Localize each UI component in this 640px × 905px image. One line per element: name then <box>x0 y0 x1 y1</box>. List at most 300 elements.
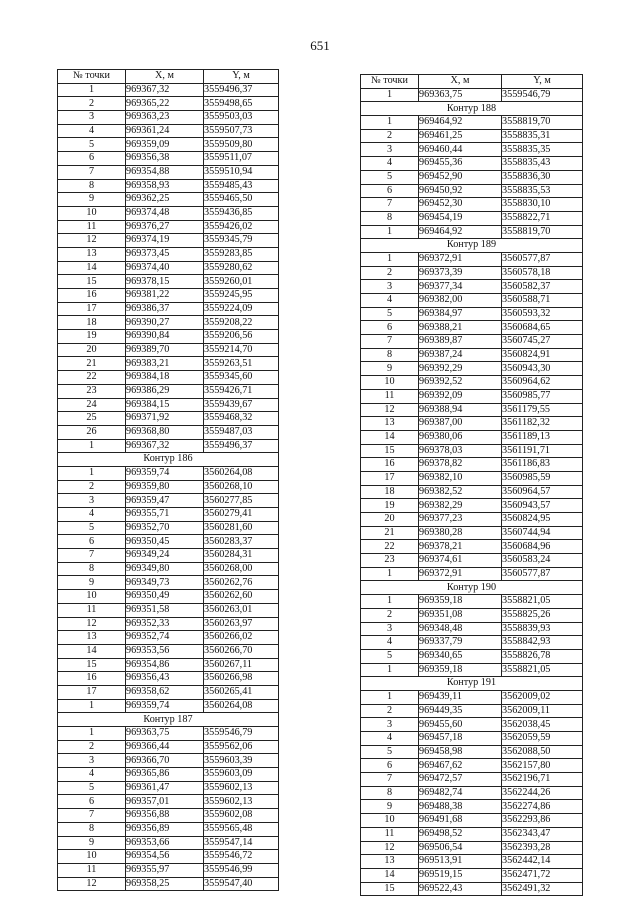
point-number-cell: 8 <box>58 562 126 576</box>
point-number-cell: 1 <box>58 83 126 97</box>
point-number-cell: 2 <box>58 740 126 754</box>
y-coordinate-cell: 3562038,45 <box>502 718 583 732</box>
x-coordinate-cell: 969389,70 <box>126 343 204 357</box>
coordinates-table-right <box>360 74 583 896</box>
x-coordinate-cell: 969380,06 <box>419 430 502 444</box>
y-coordinate-cell: 3559602,13 <box>204 795 279 809</box>
table-row <box>361 170 583 184</box>
point-number-cell: 8 <box>361 786 419 800</box>
point-number-cell: 11 <box>58 863 126 877</box>
point-number-cell: 17 <box>361 471 419 485</box>
table-row <box>58 535 279 549</box>
x-coordinate-cell: 969359,18 <box>419 663 502 677</box>
table-row <box>361 198 583 212</box>
x-coordinate-cell: 969472,57 <box>419 773 502 787</box>
table-row <box>361 225 583 239</box>
point-number-cell: 23 <box>361 554 419 568</box>
x-coordinate-cell: 969450,92 <box>419 184 502 198</box>
y-coordinate-cell: 3560985,59 <box>502 471 583 485</box>
table-row <box>58 480 279 494</box>
y-coordinate-cell: 3559509,80 <box>204 138 279 152</box>
table-row <box>361 266 583 280</box>
table-row <box>58 521 279 535</box>
x-coordinate-cell: 969354,86 <box>126 658 204 672</box>
table-row <box>58 138 279 152</box>
contour-heading: Контур 186 <box>58 453 279 467</box>
point-number-cell: 12 <box>361 403 419 417</box>
x-coordinate-cell: 969367,32 <box>126 83 204 97</box>
x-coordinate-cell: 969373,39 <box>419 266 502 280</box>
point-number-cell: 14 <box>58 261 126 275</box>
y-coordinate-cell: 3560268,00 <box>204 562 279 576</box>
y-coordinate-cell: 3560593,32 <box>502 307 583 321</box>
point-number-cell: 25 <box>58 412 126 426</box>
table-row <box>58 261 279 275</box>
table-row <box>361 280 583 294</box>
point-number-cell: 1 <box>58 727 126 741</box>
y-coordinate-cell: 3562343,47 <box>502 827 583 841</box>
y-coordinate-cell: 3560985,77 <box>502 389 583 403</box>
x-coordinate-cell: 969359,74 <box>126 466 204 480</box>
x-coordinate-cell: 969349,80 <box>126 562 204 576</box>
y-coordinate-cell: 3559260,01 <box>204 275 279 289</box>
table-row <box>58 165 279 179</box>
table-row <box>361 690 583 704</box>
point-number-cell: 9 <box>58 576 126 590</box>
point-number-cell: 10 <box>58 850 126 864</box>
table-row <box>361 649 583 663</box>
y-coordinate-cell: 3562059,59 <box>502 732 583 746</box>
coordinates-table-left <box>57 69 279 891</box>
point-number-cell: 7 <box>58 549 126 563</box>
table-row <box>58 508 279 522</box>
point-number-cell: 14 <box>361 868 419 882</box>
x-coordinate-cell: 969365,86 <box>126 768 204 782</box>
contour-heading: Контур 187 <box>58 713 279 727</box>
y-coordinate-cell: 3558836,30 <box>502 170 583 184</box>
point-number-cell: 13 <box>361 855 419 869</box>
y-coordinate-cell: 3559245,95 <box>204 289 279 303</box>
table-row <box>58 617 279 631</box>
x-coordinate-cell: 969374,48 <box>126 206 204 220</box>
table-row <box>361 814 583 828</box>
table-row <box>58 316 279 330</box>
x-coordinate-cell: 969458,98 <box>419 745 502 759</box>
table-row <box>361 608 583 622</box>
point-number-cell: 6 <box>58 795 126 809</box>
x-coordinate-cell: 969498,52 <box>419 827 502 841</box>
x-coordinate-cell: 969365,22 <box>126 97 204 111</box>
x-coordinate-cell: 969461,25 <box>419 129 502 143</box>
x-coordinate-cell: 969352,74 <box>126 631 204 645</box>
y-coordinate-cell: 3559603,09 <box>204 768 279 782</box>
contour-heading-row <box>58 713 279 727</box>
table-row <box>58 330 279 344</box>
point-number-cell: 11 <box>361 827 419 841</box>
y-coordinate-cell: 3559208,22 <box>204 316 279 330</box>
x-coordinate-cell: 969392,52 <box>419 376 502 390</box>
x-coordinate-cell: 969384,18 <box>126 371 204 385</box>
table-row <box>58 631 279 645</box>
x-coordinate-cell: 969392,09 <box>419 389 502 403</box>
point-number-cell: 15 <box>58 275 126 289</box>
y-coordinate-cell: 3559263,51 <box>204 357 279 371</box>
x-coordinate-cell: 969382,00 <box>419 294 502 308</box>
x-coordinate-cell: 969356,43 <box>126 672 204 686</box>
table-row <box>58 603 279 617</box>
x-coordinate-cell: 969357,01 <box>126 795 204 809</box>
point-number-cell: 7 <box>361 773 419 787</box>
x-coordinate-cell: 969390,27 <box>126 316 204 330</box>
header-y: Y, м <box>502 75 583 89</box>
table-row <box>361 321 583 335</box>
point-number-cell: 5 <box>58 521 126 535</box>
y-coordinate-cell: 3560264,08 <box>204 466 279 480</box>
x-coordinate-cell: 969359,09 <box>126 138 204 152</box>
point-number-cell: 17 <box>58 685 126 699</box>
x-coordinate-cell: 969386,37 <box>126 302 204 316</box>
table-row <box>361 417 583 431</box>
x-coordinate-cell: 969350,45 <box>126 535 204 549</box>
y-coordinate-cell: 3558835,43 <box>502 157 583 171</box>
table-row <box>58 795 279 809</box>
table-row <box>58 822 279 836</box>
y-coordinate-cell: 3560267,11 <box>204 658 279 672</box>
table-row <box>361 800 583 814</box>
point-number-cell: 4 <box>361 157 419 171</box>
table-row <box>361 855 583 869</box>
y-coordinate-cell: 3562393,28 <box>502 841 583 855</box>
x-coordinate-cell: 969455,60 <box>419 718 502 732</box>
y-coordinate-cell: 3560268,10 <box>204 480 279 494</box>
x-coordinate-cell: 969348,48 <box>419 622 502 636</box>
y-coordinate-cell: 3559468,32 <box>204 412 279 426</box>
y-coordinate-cell: 3559280,62 <box>204 261 279 275</box>
header-x: X, м <box>126 70 204 84</box>
table-row <box>58 124 279 138</box>
table-row <box>361 841 583 855</box>
y-coordinate-cell: 3559426,71 <box>204 384 279 398</box>
point-number-cell: 7 <box>58 165 126 179</box>
y-coordinate-cell: 3559214,70 <box>204 343 279 357</box>
point-number-cell: 3 <box>58 111 126 125</box>
x-coordinate-cell: 969384,97 <box>419 307 502 321</box>
table-row <box>58 179 279 193</box>
header-point-number: № точки <box>58 70 126 84</box>
point-number-cell: 15 <box>361 882 419 896</box>
header-y: Y, м <box>204 70 279 84</box>
y-coordinate-cell: 3562491,32 <box>502 882 583 896</box>
header-x: X, м <box>419 75 502 89</box>
y-coordinate-cell: 3560684,96 <box>502 540 583 554</box>
point-number-cell: 4 <box>58 768 126 782</box>
x-coordinate-cell: 969349,73 <box>126 576 204 590</box>
table-row <box>58 206 279 220</box>
point-number-cell: 5 <box>58 138 126 152</box>
point-number-cell: 1 <box>361 252 419 266</box>
point-number-cell: 21 <box>58 357 126 371</box>
y-coordinate-cell: 3560277,85 <box>204 494 279 508</box>
x-coordinate-cell: 969359,80 <box>126 480 204 494</box>
point-number-cell: 15 <box>58 658 126 672</box>
y-coordinate-cell: 3558835,35 <box>502 143 583 157</box>
y-coordinate-cell: 3562442,14 <box>502 855 583 869</box>
point-number-cell: 2 <box>58 480 126 494</box>
table-row <box>361 540 583 554</box>
point-number-cell: 7 <box>58 809 126 823</box>
y-coordinate-cell: 3561186,83 <box>502 458 583 472</box>
table-header-row <box>361 75 583 89</box>
y-coordinate-cell: 3559345,79 <box>204 234 279 248</box>
point-number-cell: 10 <box>58 590 126 604</box>
x-coordinate-cell: 969452,90 <box>419 170 502 184</box>
point-number-cell: 1 <box>58 466 126 480</box>
table-row <box>58 398 279 412</box>
point-number-cell: 8 <box>361 348 419 362</box>
x-coordinate-cell: 969355,71 <box>126 508 204 522</box>
y-coordinate-cell: 3559436,85 <box>204 206 279 220</box>
point-number-cell: 1 <box>58 439 126 453</box>
x-coordinate-cell: 969377,23 <box>419 513 502 527</box>
y-coordinate-cell: 3559546,99 <box>204 863 279 877</box>
y-coordinate-cell: 3558825,26 <box>502 608 583 622</box>
table-row <box>361 745 583 759</box>
y-coordinate-cell: 3559546,72 <box>204 850 279 864</box>
table-row <box>58 727 279 741</box>
x-coordinate-cell: 969363,75 <box>419 88 502 102</box>
table-row <box>58 658 279 672</box>
table-row <box>58 699 279 713</box>
point-number-cell: 6 <box>361 321 419 335</box>
x-coordinate-cell: 969373,45 <box>126 247 204 261</box>
table-row <box>58 672 279 686</box>
table-row <box>361 567 583 581</box>
x-coordinate-cell: 969359,47 <box>126 494 204 508</box>
y-coordinate-cell: 3558822,71 <box>502 211 583 225</box>
x-coordinate-cell: 969378,15 <box>126 275 204 289</box>
table-row <box>58 877 279 891</box>
x-coordinate-cell: 969349,24 <box>126 549 204 563</box>
point-number-cell: 11 <box>58 603 126 617</box>
y-coordinate-cell: 3560582,37 <box>502 280 583 294</box>
table-row <box>58 809 279 823</box>
table-row <box>58 412 279 426</box>
table-row <box>361 376 583 390</box>
y-coordinate-cell: 3561179,55 <box>502 403 583 417</box>
point-number-cell: 9 <box>58 836 126 850</box>
y-coordinate-cell: 3560281,60 <box>204 521 279 535</box>
table-body <box>58 83 279 891</box>
table-row <box>361 554 583 568</box>
x-coordinate-cell: 969359,74 <box>126 699 204 713</box>
point-number-cell: 5 <box>361 307 419 321</box>
y-coordinate-cell: 3560263,01 <box>204 603 279 617</box>
x-coordinate-cell: 969449,35 <box>419 704 502 718</box>
x-coordinate-cell: 969464,92 <box>419 225 502 239</box>
x-coordinate-cell: 969354,88 <box>126 165 204 179</box>
table-row <box>58 220 279 234</box>
y-coordinate-cell: 3560578,18 <box>502 266 583 280</box>
y-coordinate-cell: 3560262,60 <box>204 590 279 604</box>
y-coordinate-cell: 3560943,30 <box>502 362 583 376</box>
x-coordinate-cell: 969374,19 <box>126 234 204 248</box>
y-coordinate-cell: 3560964,57 <box>502 485 583 499</box>
x-coordinate-cell: 969351,08 <box>419 608 502 622</box>
x-coordinate-cell: 969367,32 <box>126 439 204 453</box>
table-row <box>361 827 583 841</box>
x-coordinate-cell: 969382,10 <box>419 471 502 485</box>
point-number-cell: 4 <box>361 294 419 308</box>
y-coordinate-cell: 3562196,71 <box>502 773 583 787</box>
point-number-cell: 1 <box>361 663 419 677</box>
point-number-cell: 22 <box>361 540 419 554</box>
point-number-cell: 4 <box>58 124 126 138</box>
y-coordinate-cell: 3560583,24 <box>502 554 583 568</box>
point-number-cell: 12 <box>58 234 126 248</box>
y-coordinate-cell: 3560745,27 <box>502 335 583 349</box>
table-row <box>361 732 583 746</box>
point-number-cell: 1 <box>58 699 126 713</box>
y-coordinate-cell: 3562009,11 <box>502 704 583 718</box>
point-number-cell: 4 <box>361 636 419 650</box>
point-number-cell: 4 <box>58 508 126 522</box>
y-coordinate-cell: 3558830,10 <box>502 198 583 212</box>
table-row <box>361 499 583 513</box>
point-number-cell: 3 <box>361 622 419 636</box>
contour-heading-row <box>361 239 583 253</box>
x-coordinate-cell: 969361,24 <box>126 124 204 138</box>
table-row <box>361 211 583 225</box>
y-coordinate-cell: 3560588,71 <box>502 294 583 308</box>
y-coordinate-cell: 3558821,05 <box>502 663 583 677</box>
table-row <box>361 294 583 308</box>
x-coordinate-cell: 969386,29 <box>126 384 204 398</box>
x-coordinate-cell: 969387,24 <box>419 348 502 362</box>
x-coordinate-cell: 969356,89 <box>126 822 204 836</box>
point-number-cell: 7 <box>361 335 419 349</box>
table-row <box>58 247 279 261</box>
point-number-cell: 6 <box>58 535 126 549</box>
table-row <box>58 152 279 166</box>
x-coordinate-cell: 969352,33 <box>126 617 204 631</box>
point-number-cell: 20 <box>361 513 419 527</box>
y-coordinate-cell: 3560262,76 <box>204 576 279 590</box>
table-row <box>361 458 583 472</box>
x-coordinate-cell: 969366,70 <box>126 754 204 768</box>
x-coordinate-cell: 969392,29 <box>419 362 502 376</box>
x-coordinate-cell: 969363,75 <box>126 727 204 741</box>
table-row <box>361 252 583 266</box>
point-number-cell: 9 <box>361 800 419 814</box>
table-row <box>58 275 279 289</box>
x-coordinate-cell: 969358,25 <box>126 877 204 891</box>
point-number-cell: 14 <box>58 644 126 658</box>
contour-heading-row <box>361 581 583 595</box>
point-number-cell: 5 <box>58 781 126 795</box>
x-coordinate-cell: 969382,29 <box>419 499 502 513</box>
x-coordinate-cell: 969387,00 <box>419 417 502 431</box>
x-coordinate-cell: 969356,38 <box>126 152 204 166</box>
point-number-cell: 7 <box>361 198 419 212</box>
table-row <box>361 444 583 458</box>
table-row <box>58 193 279 207</box>
table-row <box>361 362 583 376</box>
point-number-cell: 3 <box>361 280 419 294</box>
table-row <box>361 622 583 636</box>
point-number-cell: 3 <box>58 494 126 508</box>
y-coordinate-cell: 3558819,70 <box>502 225 583 239</box>
point-number-cell: 12 <box>58 617 126 631</box>
y-coordinate-cell: 3560577,87 <box>502 252 583 266</box>
x-coordinate-cell: 969384,15 <box>126 398 204 412</box>
table-row <box>58 97 279 111</box>
y-coordinate-cell: 3561189,13 <box>502 430 583 444</box>
table-row <box>361 471 583 485</box>
x-coordinate-cell: 969388,21 <box>419 321 502 335</box>
y-coordinate-cell: 3560744,94 <box>502 526 583 540</box>
point-number-cell: 9 <box>58 193 126 207</box>
y-coordinate-cell: 3560266,70 <box>204 644 279 658</box>
point-number-cell: 16 <box>361 458 419 472</box>
point-number-cell: 6 <box>361 184 419 198</box>
x-coordinate-cell: 969457,18 <box>419 732 502 746</box>
point-number-cell: 10 <box>361 376 419 390</box>
point-number-cell: 23 <box>58 384 126 398</box>
y-coordinate-cell: 3559224,09 <box>204 302 279 316</box>
y-coordinate-cell: 3560577,87 <box>502 567 583 581</box>
contour-heading-row <box>361 102 583 116</box>
y-coordinate-cell: 3562244,26 <box>502 786 583 800</box>
table-row <box>58 234 279 248</box>
x-coordinate-cell: 969358,93 <box>126 179 204 193</box>
y-coordinate-cell: 3559496,37 <box>204 83 279 97</box>
x-coordinate-cell: 969439,11 <box>419 690 502 704</box>
y-coordinate-cell: 3559511,07 <box>204 152 279 166</box>
point-number-cell: 8 <box>58 179 126 193</box>
x-coordinate-cell: 969389,87 <box>419 335 502 349</box>
contour-heading: Контур 191 <box>361 677 583 691</box>
point-number-cell: 1 <box>361 595 419 609</box>
contour-heading-row <box>361 677 583 691</box>
x-coordinate-cell: 969519,15 <box>419 868 502 882</box>
y-coordinate-cell: 3559283,85 <box>204 247 279 261</box>
x-coordinate-cell: 969351,58 <box>126 603 204 617</box>
x-coordinate-cell: 969455,36 <box>419 157 502 171</box>
point-number-cell: 21 <box>361 526 419 540</box>
x-coordinate-cell: 969383,21 <box>126 357 204 371</box>
y-coordinate-cell: 3558821,05 <box>502 595 583 609</box>
x-coordinate-cell: 969522,43 <box>419 882 502 896</box>
x-coordinate-cell: 969464,92 <box>419 116 502 130</box>
table-row <box>361 663 583 677</box>
point-number-cell: 13 <box>58 247 126 261</box>
y-coordinate-cell: 3559439,67 <box>204 398 279 412</box>
point-number-cell: 3 <box>361 143 419 157</box>
x-coordinate-cell: 969452,30 <box>419 198 502 212</box>
x-coordinate-cell: 969368,80 <box>126 425 204 439</box>
y-coordinate-cell: 3559465,50 <box>204 193 279 207</box>
table-row <box>58 781 279 795</box>
x-coordinate-cell: 969506,54 <box>419 841 502 855</box>
table-row <box>58 644 279 658</box>
table-row <box>361 786 583 800</box>
y-coordinate-cell: 3560283,37 <box>204 535 279 549</box>
y-coordinate-cell: 3560964,62 <box>502 376 583 390</box>
point-number-cell: 17 <box>58 302 126 316</box>
x-coordinate-cell: 969488,38 <box>419 800 502 814</box>
table-row <box>361 773 583 787</box>
x-coordinate-cell: 969378,21 <box>419 540 502 554</box>
